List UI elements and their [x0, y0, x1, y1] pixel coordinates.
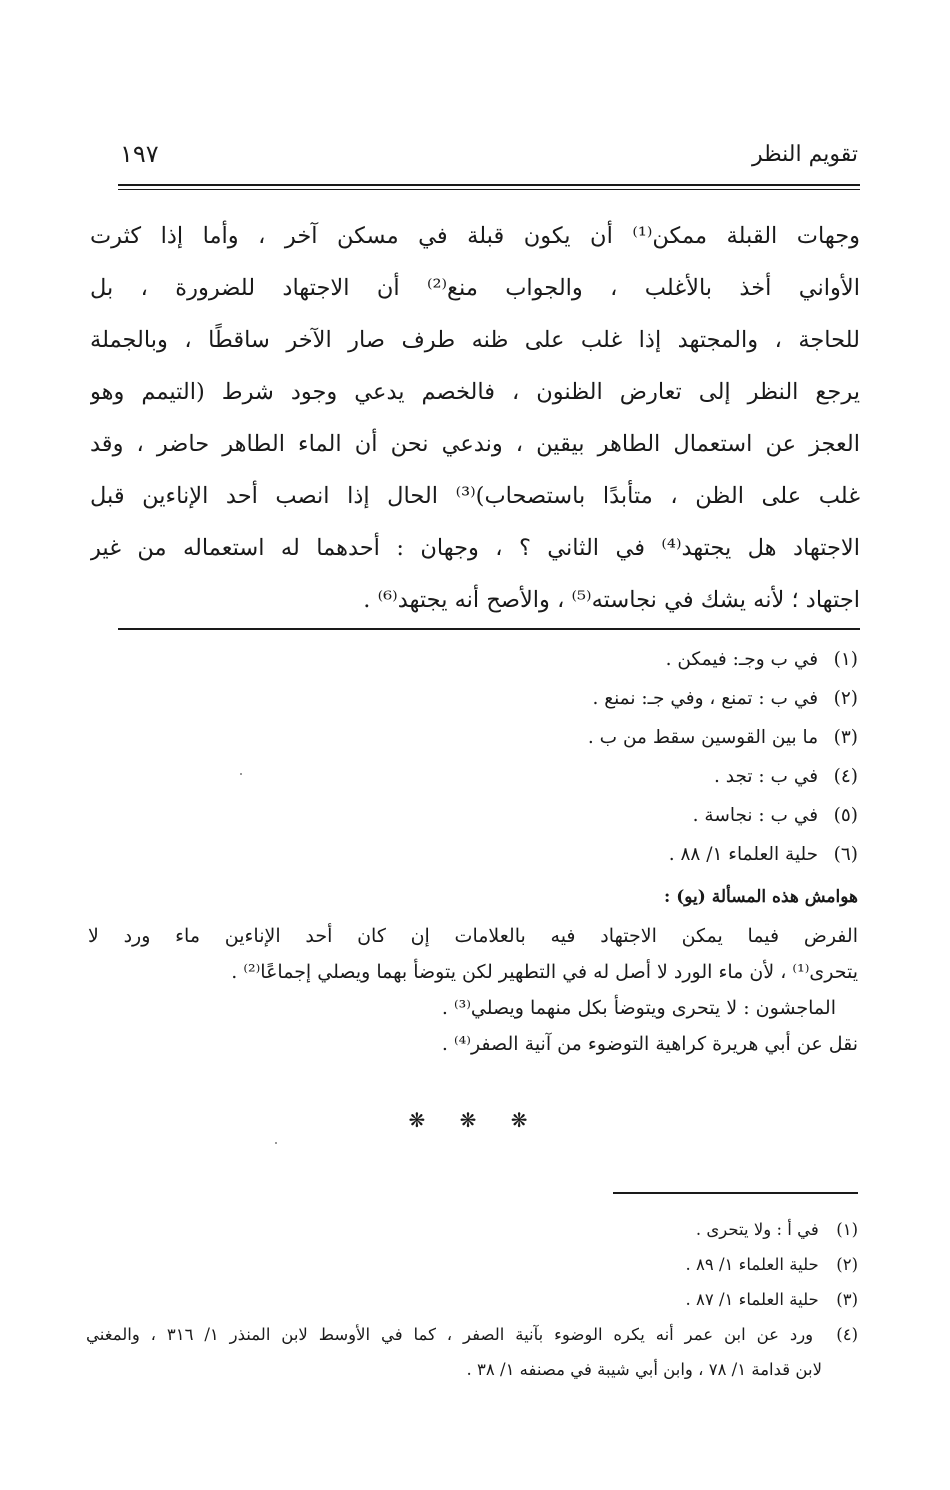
footnote-number: (٥)	[833, 805, 858, 826]
footnote-number: (١)	[836, 1220, 858, 1239]
scan-speck	[240, 773, 242, 775]
footnote-item	[88, 718, 858, 757]
footnote-text: في أ : ولا يتحرى .	[695, 1220, 819, 1239]
footnote-text: ما بين القوسين سقط من ب .	[587, 727, 819, 748]
footnote-text: ورد عن ابن عمر أنه يكره الوضوء بآنية الصفر ، كما في الأوسط لابن المنذر ١/ ٣١٦ ، والمغني	[86, 1325, 814, 1344]
footnote-text: حلية العلماء ١/ ٨٨ .	[668, 844, 819, 865]
section-separator-stars: ❋ ❋ ❋	[408, 1108, 542, 1132]
footnote-text: في ب : تجد .	[713, 766, 819, 787]
footnote-text: حلية العلماء ١/ ٨٩ .	[685, 1255, 819, 1274]
footnote-item	[88, 679, 858, 718]
scan-speck	[275, 1142, 277, 1144]
margin-note-line: الفرض فيما يمكن الاجتهاد فيه بالعلامات إن كان أحد الإناءين ماء ورد لا	[88, 925, 858, 947]
main-line: الأواني أخذ بالأغلب ، والجواب منع⁽²⁾ أن الاجتهاد للضرورة ، بل	[90, 275, 860, 301]
footnote-item	[88, 640, 858, 679]
main-line: يرجع النظر إلى تعارض الظنون ، فالخصم يدعي وجود شرط (التيمم وهو	[90, 379, 860, 405]
margin-notes-title: هوامش هذه المسألة (يو) :	[664, 887, 858, 907]
main-line: وجهات القبلة ممكن⁽¹⁾ أن يكون قبلة في مسكن آخر ، وأما إذا كثرت	[90, 223, 860, 249]
footnote-number: (٣)	[836, 1290, 858, 1309]
main-text	[90, 210, 860, 626]
main-line: الاجتهاد هل يجتهد⁽⁴⁾ في الثاني ؟ ، وجهان : أحدهما له استعماله من غير	[90, 535, 860, 561]
footnote-item	[88, 796, 858, 835]
margin-note-line: الماجشون : لا يتحرى ويتوضأ بكل منهما ويصلي⁽³⁾ .	[441, 997, 836, 1019]
bottom-footnote-item	[86, 1317, 858, 1352]
main-line: اجتهاد ؛ لأنه يشك في نجاسته⁽⁵⁾ ، والأصح أنه يجتهد⁽⁶⁾ .	[363, 587, 860, 613]
bottom-footnote-item	[86, 1247, 858, 1282]
bottom-footnotes-list	[86, 1212, 858, 1387]
margin-notes	[88, 918, 858, 1062]
footnote-number: (٢)	[836, 1255, 858, 1274]
bottom-footnote-continuation: لابن قدامة ١/ ٧٨ ، وابن أبي شيبة في مصنفه ١/ ٣٨ .	[466, 1360, 822, 1379]
bottom-footnote-separator	[613, 1192, 858, 1194]
footnote-number: (١)	[833, 649, 858, 670]
footnote-text: في ب : نجاسة .	[692, 805, 819, 826]
main-line: العجز عن استعمال الطاهر بيقين ، وندعي نحن أن الماء الطاهر حاضر ، وقد	[90, 431, 860, 457]
footnote-number: (٣)	[833, 727, 858, 748]
footnote-number: (٤)	[833, 766, 858, 787]
margin-note-line: نقل عن أبي هريرة كراهية التوضوء من آنية الصفر⁽⁴⁾ .	[441, 1033, 858, 1055]
header-rule-thick	[118, 184, 860, 186]
footnotes-list	[88, 640, 858, 874]
footnote-number: (٤)	[836, 1325, 858, 1344]
footnote-number: (٢)	[833, 688, 858, 709]
margin-note-line: يتحرى⁽¹⁾ ، لأن ماء الورد لا أصل له في التطهير لكن يتوضأ بهما ويصلي إجماعًا⁽²⁾ .	[231, 961, 858, 983]
footnote-item	[88, 835, 858, 874]
footnote-text: في ب : تمنع ، وفي جـ: نمنع .	[592, 688, 819, 709]
bottom-footnote-item	[86, 1282, 858, 1317]
footnote-text: حلية العلماء ١/ ٨٧ .	[685, 1290, 819, 1309]
header-rule-thin	[118, 189, 860, 190]
main-line: غلب على الظن ، متأبدًا باستصحاب)⁽³⁾ الحال إذا انصب أحد الإناءين قبل	[90, 483, 860, 509]
footnote-text: في ب وجـ: فيمكن .	[665, 649, 819, 670]
page-number: ١٩٧	[120, 140, 159, 168]
bottom-footnote-item	[86, 1212, 858, 1247]
footnote-separator	[118, 628, 860, 630]
running-header-title: تقويم النظر	[751, 142, 858, 167]
footnote-number: (٦)	[833, 844, 858, 865]
footnote-item	[88, 757, 858, 796]
main-line: للحاجة ، والمجتهد إذا غلب على ظنه طرف صار الآخر ساقطًا ، وبالجملة	[90, 327, 860, 353]
